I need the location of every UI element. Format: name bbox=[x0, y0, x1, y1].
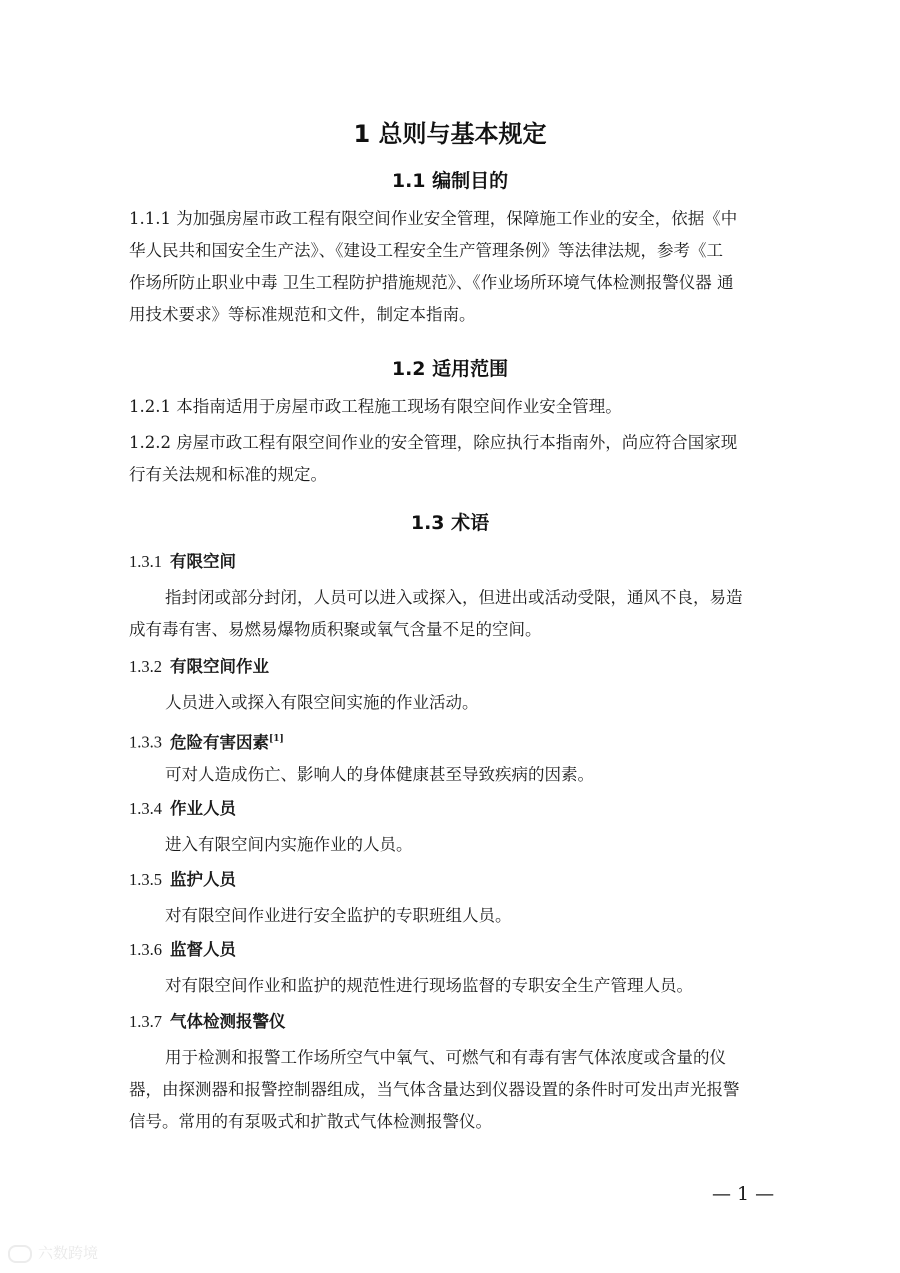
term-name: 有限空间 bbox=[170, 552, 236, 571]
term-name: 有限空间作业 bbox=[170, 657, 269, 676]
text-line: 1.2.2 房屋市政工程有限空间作业的安全管理，除应执行本指南外，尚应符合国家现 bbox=[129, 433, 738, 452]
paragraph-1-2-2 bbox=[129, 427, 781, 491]
term-number: 1.3.6 bbox=[129, 940, 162, 959]
term-heading bbox=[129, 868, 236, 892]
section-title-1-2: 1.2 适用范围 bbox=[391, 358, 509, 380]
text-line: 1.1.1 为加强房屋市政工程有限空间作业安全管理，保障施工作业的安全，依据《中 bbox=[129, 209, 738, 228]
text-line: 用技术要求》等标准规范和文件，制定本指南。 bbox=[129, 305, 476, 324]
paragraph-1-1-1 bbox=[129, 203, 781, 331]
term-name: 监护人员 bbox=[170, 870, 236, 889]
term-definition bbox=[129, 687, 781, 719]
term-definition bbox=[129, 900, 781, 932]
term-heading bbox=[129, 655, 269, 679]
term-number: 1.3.3 bbox=[129, 732, 162, 752]
term-definition bbox=[129, 759, 781, 791]
chapter-title: 1 总则与基本规定 bbox=[353, 120, 547, 148]
watermark bbox=[8, 1242, 98, 1263]
term-heading bbox=[129, 1010, 286, 1034]
term-number: 1.3.4 bbox=[129, 799, 162, 818]
term-name: 气体检测报警仪 bbox=[170, 1012, 286, 1031]
text-line: 对有限空间作业和监护的规范性进行现场监督的专职安全生产管理人员。 bbox=[165, 976, 693, 995]
term-number: 1.3.5 bbox=[129, 870, 162, 889]
term-heading bbox=[129, 797, 236, 821]
watermark-logo-icon bbox=[8, 1245, 32, 1263]
text-line: 用于检测和报警工作场所空气中氧气、可燃气和有毒有害气体浓度或含量的仪 bbox=[165, 1048, 726, 1067]
text-line: 进入有限空间内实施作业的人员。 bbox=[165, 835, 413, 854]
text-line: 对有限空间作业进行安全监护的专职班组人员。 bbox=[165, 906, 512, 925]
term-name: 作业人员 bbox=[170, 799, 236, 818]
section-title-1-3: 1.3 术语 bbox=[410, 512, 490, 534]
term-number: 1.3.2 bbox=[129, 657, 162, 676]
text-line: 成有毒有害、易燃易爆物质积聚或氧气含量不足的空间。 bbox=[129, 620, 542, 639]
term-name: 危险有害因素 bbox=[170, 732, 269, 752]
term-name: 监督人员 bbox=[170, 940, 236, 959]
paragraph-1-2-1 bbox=[129, 391, 781, 423]
term-definition bbox=[129, 582, 781, 646]
text-line: 信号。常用的有泵吸式和扩散式气体检测报警仪。 bbox=[129, 1112, 492, 1131]
page-number: — 1 — bbox=[712, 1183, 775, 1205]
term-number: 1.3.1 bbox=[129, 552, 162, 571]
term-heading bbox=[129, 727, 284, 755]
text-line: 行有关法规和标准的规定。 bbox=[129, 465, 327, 484]
text-line: 可对人造成伤亡、影响人的身体健康甚至导致疾病的因素。 bbox=[165, 765, 594, 784]
term-heading bbox=[129, 550, 236, 574]
footnote-marker: [1] bbox=[269, 734, 284, 744]
term-number: 1.3.7 bbox=[129, 1012, 162, 1031]
term-definition bbox=[129, 970, 781, 1002]
text-line: 指封闭或部分封闭，人员可以进入或探入，但进出或活动受限，通风不良，易造 bbox=[165, 588, 743, 607]
section-title-1-1: 1.1 编制目的 bbox=[391, 170, 509, 192]
term-definition bbox=[129, 829, 781, 861]
text-line: 1.2.1 本指南适用于房屋市政工程施工现场有限空间作业安全管理。 bbox=[129, 397, 622, 416]
watermark-text: 六数跨境 bbox=[38, 1244, 99, 1262]
text-line: 人员进入或探入有限空间实施的作业活动。 bbox=[165, 693, 479, 712]
text-line: 器，由探测器和报警控制器组成，当气体含量达到仪器设置的条件时可发出声光报警 bbox=[129, 1080, 740, 1099]
text-line: 作场所防止职业中毒 卫生工程防护措施规范》、《作业场所环境气体检测报警仪器 通 bbox=[129, 273, 734, 292]
term-definition bbox=[129, 1042, 781, 1138]
term-heading bbox=[129, 938, 236, 962]
text-line: 华人民共和国安全生产法》、《建设工程安全生产管理条例》等法律法规，参考《工 bbox=[129, 241, 723, 260]
